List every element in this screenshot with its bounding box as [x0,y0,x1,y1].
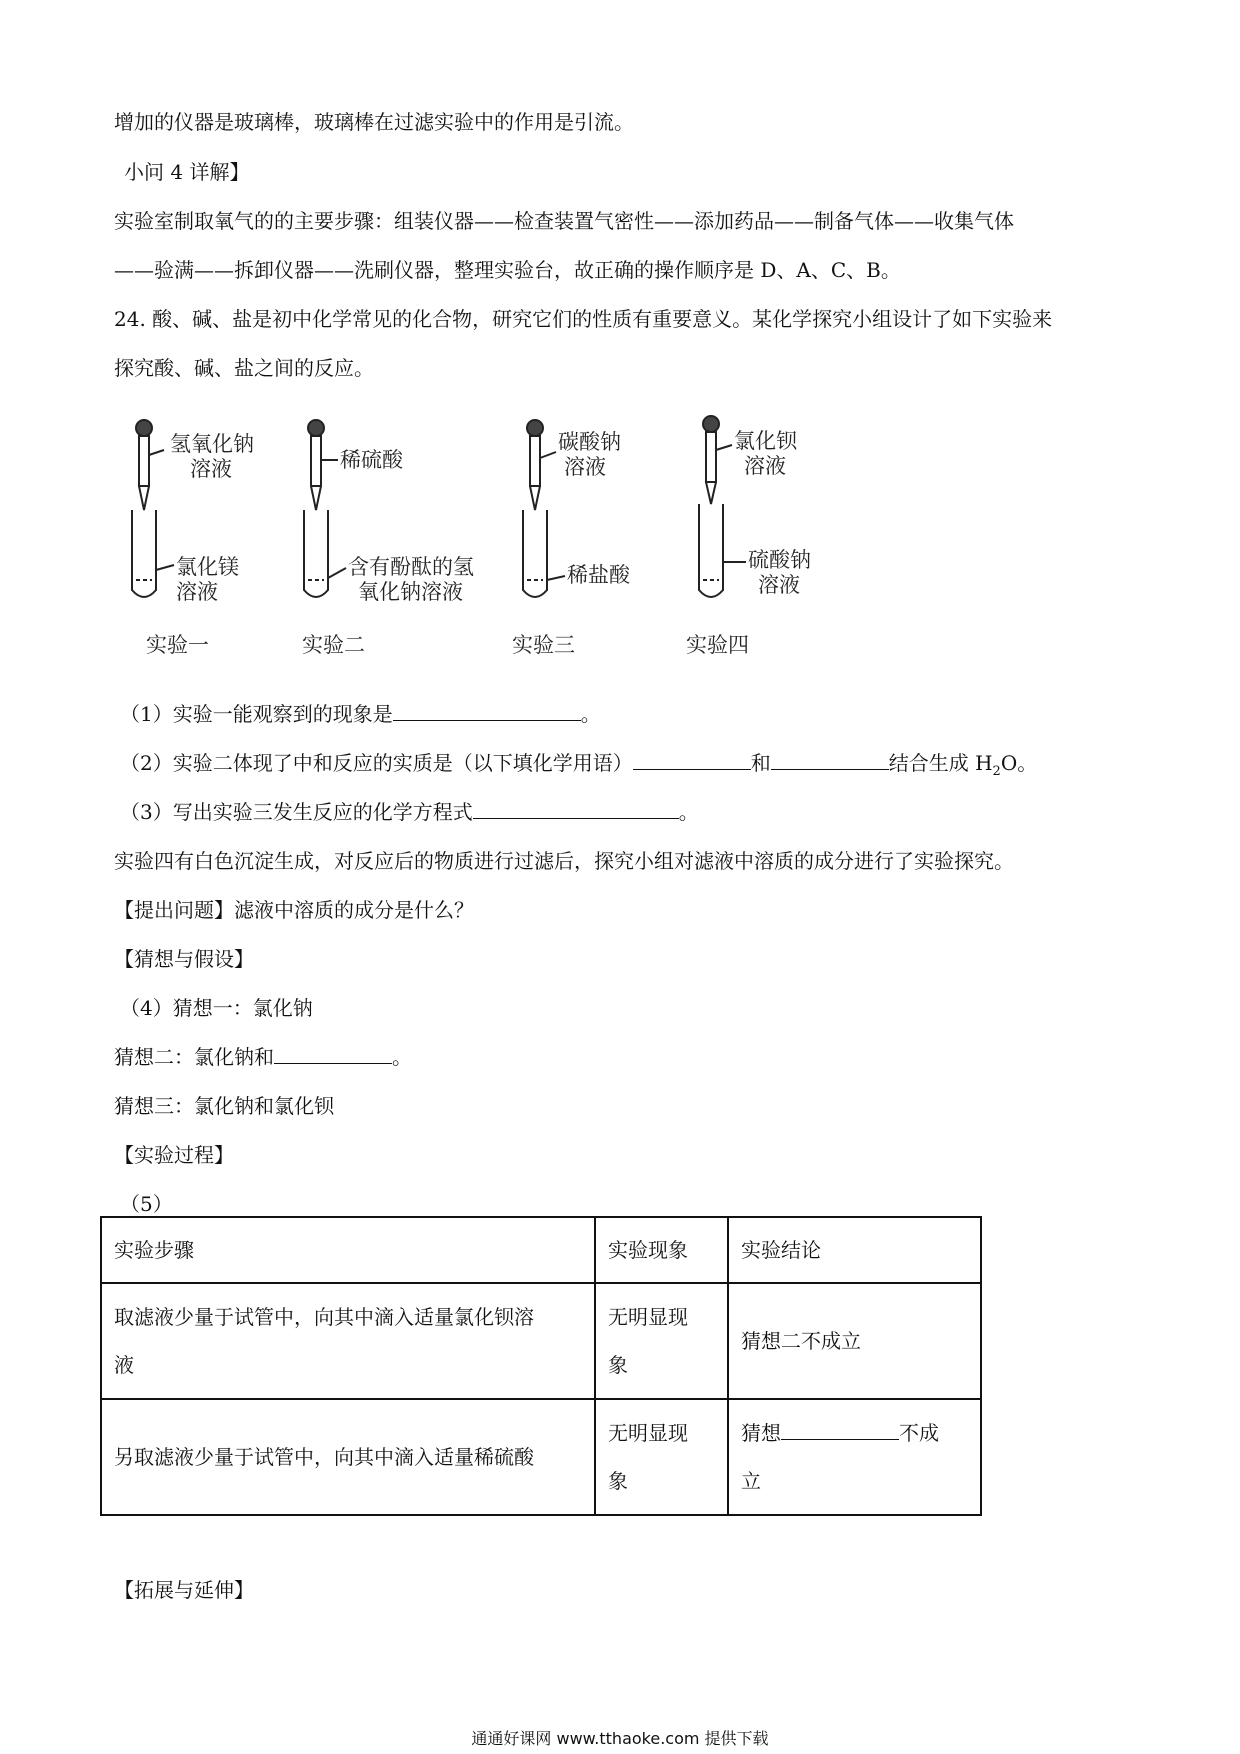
question-1-end: 。 [580,702,601,726]
exp1-dropper-label-1: 氢氧化钠 [170,432,254,456]
exp4-dropper-label-2: 溶液 [744,454,786,478]
exp2-tube-label-1: 含有酚酞的氢 [348,555,474,579]
answer-blank-3[interactable] [473,800,679,819]
question-2-tail: 结合生成 H [888,751,993,775]
row2-phenomenon [595,1399,728,1515]
experiment-2-apparatus [304,420,346,597]
row2-conclusion-post: 不成 [899,1421,939,1445]
question-3 [120,796,699,825]
answer-blank-2a[interactable] [633,751,751,770]
row1-step [101,1283,595,1399]
row2-conclusion-pre: 猜想 [741,1421,781,1445]
experiment-figure [120,400,840,670]
question-24-line-1: 24. 酸、碱、盐是初中化学常见的化合物，研究它们的性质有重要意义。某化学探究小组设计了如下实验来 [114,307,1053,331]
row2-phenomenon-line2: 象 [608,1469,628,1493]
answer-blank-2b[interactable] [771,751,889,770]
exp2-dropper-label-1: 稀硫酸 [340,448,403,472]
guess-2-end: 。 [392,1045,412,1069]
header-phenomenon: 实验现象 [595,1217,728,1283]
heading-raise-question: 【提出问题】滤液中溶质的成分是什么？ [114,898,474,922]
exp4-dropper-label-1: 氯化钡 [734,429,797,453]
heading-extension: 【拓展与延伸】 [114,1578,254,1602]
question-1 [120,698,601,727]
question-2-end: O。 [1000,751,1038,775]
row2-step: 另取滤液少量于试管中，向其中滴入适量稀硫酸 [101,1399,595,1515]
question-24-line-2: 探究酸、碱、盐之间的反应。 [114,356,374,380]
guess-2-text: 猜想二：氯化钠和 [114,1045,274,1069]
table-row [101,1283,981,1399]
heading-process: 【实验过程】 [114,1143,234,1167]
question-2-and: 和 [750,751,771,775]
exp3-name: 实验三 [512,633,575,657]
exp3-dropper-label-2: 溶液 [564,455,606,479]
exp1-tube-label-1: 氯化镁 [176,555,239,579]
table-header-row [101,1217,981,1283]
experiment-1-apparatus [132,420,174,597]
row1-conclusion: 猜想二不成立 [728,1283,981,1399]
exp4-tube-label-2: 溶液 [758,573,800,597]
header-step: 实验步骤 [101,1217,595,1283]
exp3-tube-label-1: 稀盐酸 [567,563,630,587]
exp1-dropper-label-2: 溶液 [190,457,232,481]
experiment-table [100,1216,982,1516]
guess-3: 猜想三：氯化钠和氯化钡 [114,1094,334,1118]
row1-step-line1: 取滤液少量于试管中，向其中滴入适量氯化钡溶 [114,1305,534,1329]
row1-phenomenon [595,1283,728,1399]
question-1-text: （1）实验一能观察到的现象是 [120,702,393,726]
answer-line-2: 实验室制取氧气的的主要步骤：组装仪器——检查装置气密性——添加药品——制备气体——收集气体 [114,209,1014,233]
answer-line-1: 增加的仪器是玻璃棒，玻璃棒在过滤实验中的作用是引流。 [114,110,634,134]
row1-phenomenon-line2: 象 [608,1353,628,1377]
row1-step-line2: 液 [114,1353,134,1377]
question-5: （5） [120,1192,173,1216]
exp1-tube-label-2: 溶液 [176,580,218,604]
water-subscript: 2 [992,764,1001,779]
row1-phenomenon-line1: 无明显现 [608,1305,688,1329]
question-3-end: 。 [678,800,699,824]
heading-hypothesis: 【猜想与假设】 [114,947,254,971]
table-row [101,1399,981,1515]
row2-conclusion-line2: 立 [741,1469,761,1493]
exp4-paragraph: 实验四有白色沉淀生成，对反应后的物质进行过滤后，探究小组对滤液中溶质的成分进行了实验探究。 [114,849,1014,873]
answer-line-3: ——验满——拆卸仪器——洗刷仪器，整理实验台，故正确的操作顺序是 D、A、C、B。 [114,258,901,282]
page-footer: 通通好课网 www.tthaoke.com 提供下载 [471,1729,769,1748]
question-2-text: （2）实验二体现了中和反应的实质是（以下填化学用语） [120,751,633,775]
answer-blank-1[interactable] [393,702,581,721]
exp4-tube-label-1: 硫酸钠 [748,548,811,572]
question-2 [120,747,1037,779]
exp3-dropper-label-1: 碳酸钠 [558,430,621,454]
exp1-name: 实验一 [146,633,209,657]
question-4: （4）猜想一：氯化钠 [120,996,313,1020]
section-heading-q4: 小问 4 详解】 [124,160,250,184]
guess-2 [114,1041,412,1070]
header-conclusion: 实验结论 [728,1217,981,1283]
exp2-name: 实验二 [302,633,365,657]
answer-blank-5[interactable] [781,1421,899,1440]
exp4-name: 实验四 [686,633,749,657]
row2-conclusion [728,1399,981,1515]
exp2-tube-label-2: 氧化钠溶液 [358,580,463,604]
row2-phenomenon-line1: 无明显现 [608,1421,688,1445]
question-3-text: （3）写出实验三发生反应的化学方程式 [120,800,473,824]
answer-blank-4[interactable] [274,1045,392,1064]
